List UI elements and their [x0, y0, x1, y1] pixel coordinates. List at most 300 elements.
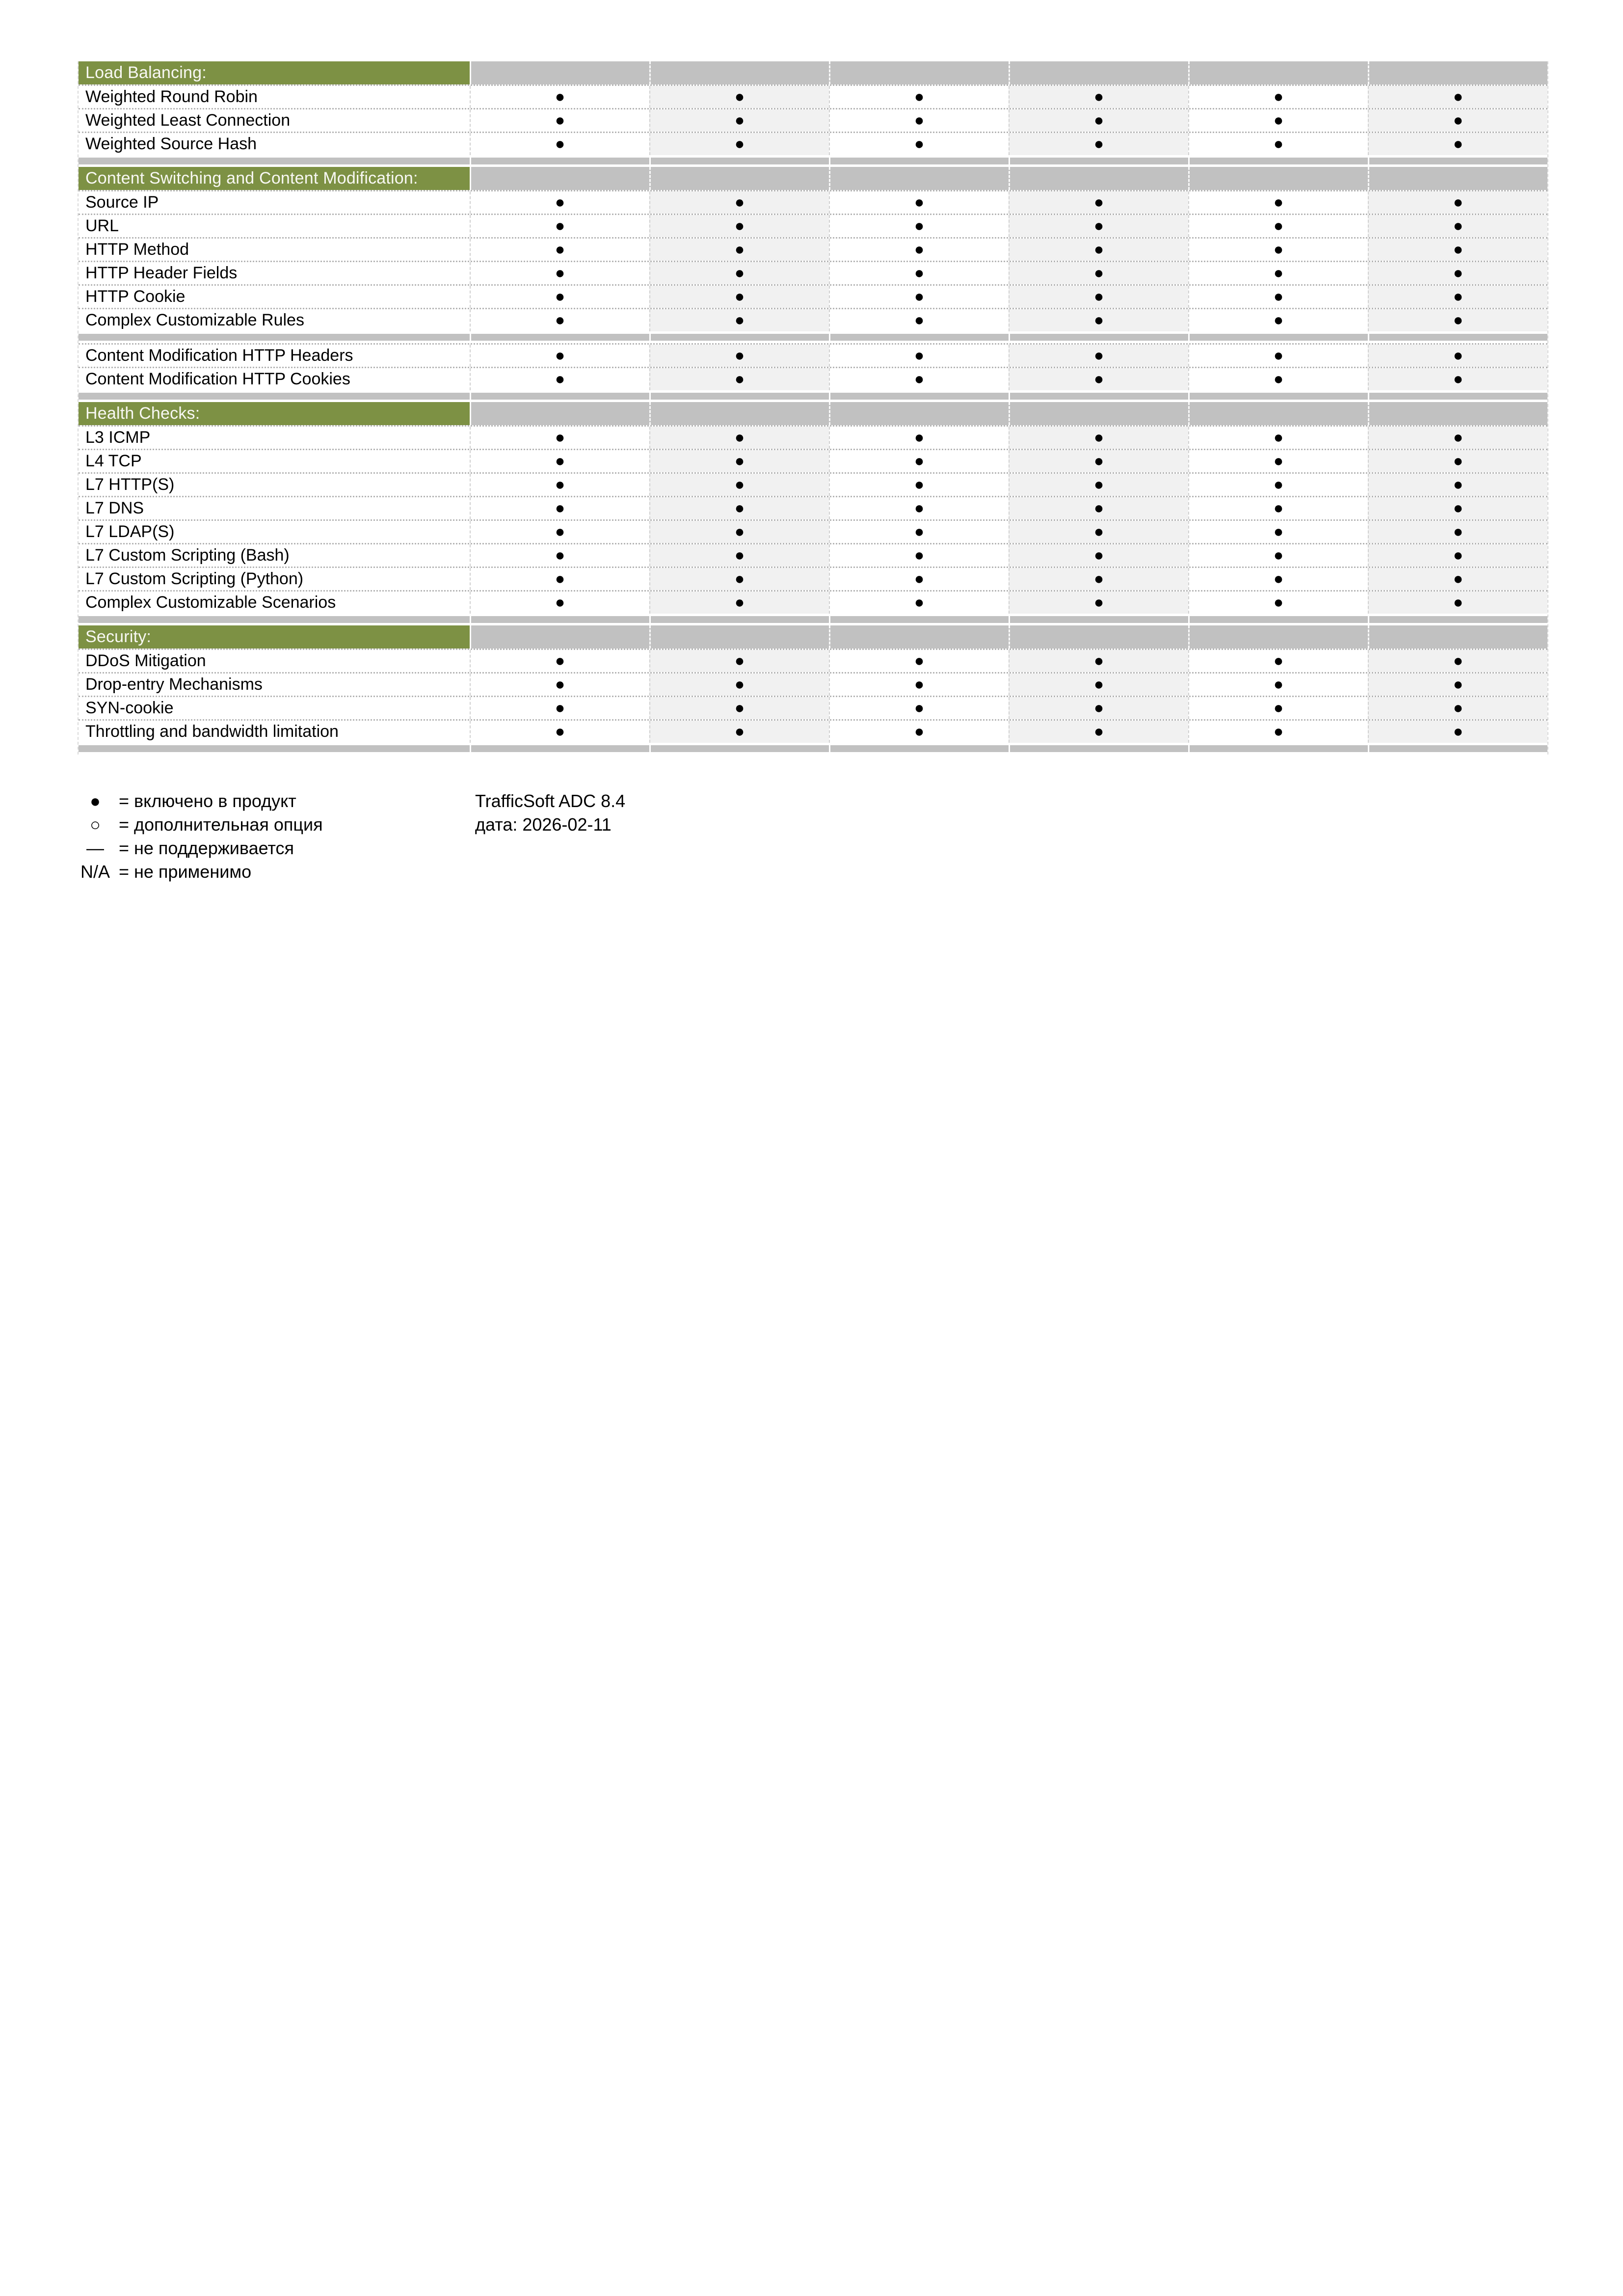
included-dot-icon: ●: [1093, 451, 1104, 470]
unsupported-dash-icon: —: [86, 838, 104, 858]
included-dot-icon: ●: [914, 475, 925, 494]
included-dot-icon: ●: [734, 593, 745, 612]
feature-value-cell: [1009, 239, 1188, 261]
feature-value-cell: [829, 592, 1009, 614]
included-dot-icon: ●: [1093, 722, 1104, 741]
included-dot-icon: ●: [734, 192, 745, 212]
included-dot-icon: ●: [1453, 675, 1463, 694]
included-dot-icon: ●: [1453, 522, 1463, 541]
table-row: [79, 567, 1547, 590]
feature-value-cell: [829, 674, 1009, 696]
header-band-cell: [1188, 402, 1368, 425]
included-dot-icon: ●: [1273, 722, 1284, 741]
feature-label: HTTP Header Fields: [79, 262, 470, 284]
included-dot-icon: ●: [914, 722, 925, 741]
included-dot-icon: ●: [914, 651, 925, 670]
included-dot-icon: ●: [1273, 240, 1284, 259]
feature-value-cell: [649, 286, 829, 308]
feature-label: DDoS Mitigation: [79, 650, 470, 672]
feature-label: L7 DNS: [79, 497, 470, 519]
feature-value-cell: [1009, 674, 1188, 696]
feature-label: L4 TCP: [79, 450, 470, 472]
included-dot-icon: ●: [555, 310, 565, 329]
feature-value-cell: [1368, 474, 1547, 496]
table-row: [79, 237, 1547, 261]
table-row: [79, 648, 1547, 672]
included-dot-icon: ●: [1273, 346, 1284, 365]
feature-value-cell: [1188, 697, 1368, 719]
feature-value-cell: [1009, 592, 1188, 614]
feature-value-cell: [1368, 650, 1547, 672]
feature-value-cell: [470, 450, 649, 472]
included-dot-icon: ●: [1453, 346, 1463, 365]
included-dot-icon: ●: [1093, 675, 1104, 694]
included-dot-icon: ●: [914, 498, 925, 517]
feature-value-cell: [1009, 474, 1188, 496]
feature-value-cell: [829, 345, 1009, 367]
feature-value-cell: [649, 86, 829, 108]
included-dot-icon: ●: [1093, 240, 1104, 259]
included-dot-icon: ●: [914, 346, 925, 365]
included-dot-icon: ●: [1453, 569, 1463, 588]
header-band-cell: [1009, 167, 1188, 190]
feature-label: Drop-entry Mechanisms: [79, 674, 470, 696]
feature-value-cell: [829, 474, 1009, 496]
feature-value-cell: [649, 262, 829, 284]
included-dot-icon: ●: [555, 475, 565, 494]
included-dot-icon: ●: [1453, 545, 1463, 565]
feature-label: URL: [79, 215, 470, 237]
feature-value-cell: [1368, 592, 1547, 614]
included-dot-icon: ●: [1273, 569, 1284, 588]
feature-value-cell: [470, 239, 649, 261]
header-band-cell: [829, 61, 1009, 84]
feature-value-cell: [649, 345, 829, 367]
included-dot-icon: ●: [1093, 545, 1104, 565]
included-dot-icon: ●: [734, 498, 745, 517]
feature-value-cell: [1368, 191, 1547, 214]
feature-value-cell: [470, 133, 649, 155]
header-band-cell: [649, 167, 829, 190]
included-dot-icon: ●: [555, 428, 565, 447]
feature-value-cell: [1188, 368, 1368, 390]
section-title: Security:: [79, 625, 470, 648]
feature-value-cell: [829, 262, 1009, 284]
feature-value-cell: [470, 497, 649, 519]
included-dot-icon: ●: [1093, 263, 1104, 282]
feature-value-cell: [1188, 191, 1368, 214]
included-dot-icon: ●: [1273, 593, 1284, 612]
feature-label: Throttling and bandwidth limitation: [79, 721, 470, 743]
feature-value-cell: [649, 544, 829, 567]
header-band-cell: [649, 402, 829, 425]
feature-value-cell: [470, 544, 649, 567]
feature-value-cell: [470, 521, 649, 543]
included-dot-icon: ●: [555, 263, 565, 282]
included-dot-icon: ●: [555, 451, 565, 470]
feature-value-cell: [829, 450, 1009, 472]
included-dot-icon: ●: [734, 675, 745, 694]
feature-value-cell: [829, 568, 1009, 590]
feature-value-cell: [829, 239, 1009, 261]
table-row: [79, 425, 1547, 449]
included-dot-icon: ●: [555, 216, 565, 235]
included-dot-icon: ●: [1273, 310, 1284, 329]
feature-value-cell: [829, 86, 1009, 108]
feature-value-cell: [649, 674, 829, 696]
section-header-security: [79, 625, 1547, 648]
included-dot-icon: ●: [1093, 475, 1104, 494]
included-dot-icon: ●: [1453, 216, 1463, 235]
feature-value-cell: [470, 262, 649, 284]
included-dot-icon: ●: [1093, 369, 1104, 388]
feature-value-cell: [1188, 345, 1368, 367]
included-dot-icon: ●: [1453, 722, 1463, 741]
included-dot-icon: ●: [914, 698, 925, 717]
feature-value-cell: [1188, 427, 1368, 449]
header-band-cell: [1188, 61, 1368, 84]
feature-value-cell: [649, 697, 829, 719]
included-dot-icon: ●: [914, 287, 925, 306]
included-dot-icon: ●: [555, 651, 565, 670]
optional-circle-icon: ○: [90, 814, 101, 835]
included-dot-icon: ●: [914, 216, 925, 235]
included-dot-icon: ●: [1453, 369, 1463, 388]
feature-value-cell: [1009, 86, 1188, 108]
feature-value-cell: [1188, 286, 1368, 308]
feature-label: L3 ICMP: [79, 427, 470, 449]
feature-value-cell: [1009, 133, 1188, 155]
included-dot-icon: ●: [1273, 498, 1284, 517]
feature-value-cell: [1009, 309, 1188, 331]
table-row: [79, 132, 1547, 155]
included-dot-icon: ●: [1453, 428, 1463, 447]
included-dot-icon: ●: [1273, 451, 1284, 470]
header-band-cell: [829, 625, 1009, 648]
header-band-cell: [470, 61, 649, 84]
feature-value-cell: [1188, 592, 1368, 614]
feature-value-cell: [649, 215, 829, 237]
included-dot-icon: ●: [734, 428, 745, 447]
legend-item-label: = дополнительная опция: [119, 814, 323, 835]
included-dot-icon: ●: [734, 722, 745, 741]
feature-value-cell: [829, 215, 1009, 237]
feature-value-cell: [1188, 497, 1368, 519]
table-row: [79, 84, 1547, 108]
feature-value-cell: [470, 215, 649, 237]
header-band-cell: [1009, 402, 1188, 425]
included-dot-icon: ●: [914, 545, 925, 565]
included-dot-icon: ●: [1093, 346, 1104, 365]
table-row: [79, 590, 1547, 614]
feature-value-cell: [649, 721, 829, 743]
table-row: [79, 367, 1547, 390]
header-band-cell: [1188, 625, 1368, 648]
included-dot-icon: ●: [734, 698, 745, 717]
legend-item-unsupported: [75, 837, 323, 860]
feature-value-cell: [470, 109, 649, 132]
feature-label: Weighted Least Connection: [79, 109, 470, 132]
feature-value-cell: [470, 650, 649, 672]
feature-value-cell: [649, 133, 829, 155]
feature-value-cell: [1188, 521, 1368, 543]
feature-value-cell: [1368, 368, 1547, 390]
feature-value-cell: [1009, 650, 1188, 672]
feature-value-cell: [1188, 474, 1368, 496]
included-dot-icon: ●: [734, 110, 745, 130]
included-dot-icon: ●: [1453, 498, 1463, 517]
feature-value-cell: [1188, 86, 1368, 108]
feature-value-cell: [1188, 133, 1368, 155]
included-dot-icon: ●: [555, 722, 565, 741]
feature-value-cell: [649, 427, 829, 449]
included-dot-icon: ●: [734, 346, 745, 365]
table-row: [79, 472, 1547, 496]
feature-value-cell: [1009, 521, 1188, 543]
feature-value-cell: [829, 721, 1009, 743]
included-dot-icon: ●: [1273, 369, 1284, 388]
included-dot-icon: ●: [1453, 593, 1463, 612]
included-dot-icon: ●: [1453, 651, 1463, 670]
feature-value-cell: [829, 309, 1009, 331]
included-dot-icon: ●: [1273, 545, 1284, 565]
included-dot-icon: ●: [914, 569, 925, 588]
table-row: [79, 719, 1547, 743]
na-symbol: N/A: [80, 862, 110, 882]
table-row: [79, 543, 1547, 567]
header-band-cell: [470, 402, 649, 425]
included-dot-icon: ●: [1453, 134, 1463, 153]
feature-value-cell: [1188, 721, 1368, 743]
feature-label: Complex Customizable Rules: [79, 309, 470, 331]
feature-value-cell: [829, 286, 1009, 308]
feature-value-cell: [1188, 450, 1368, 472]
feature-value-cell: [470, 674, 649, 696]
feature-value-cell: [829, 544, 1009, 567]
table-row: [79, 519, 1547, 543]
header-band-cell: [1368, 167, 1547, 190]
feature-value-cell: [1009, 191, 1188, 214]
included-dot-icon: ●: [555, 369, 565, 388]
legend-item-label: = не применимо: [119, 862, 252, 882]
feature-value-cell: [829, 427, 1009, 449]
included-dot-icon: ●: [734, 240, 745, 259]
feature-value-cell: [1368, 721, 1547, 743]
included-dot-icon: ●: [734, 369, 745, 388]
included-dot-icon: ●: [1093, 192, 1104, 212]
feature-label: HTTP Method: [79, 239, 470, 261]
feature-value-cell: [1009, 345, 1188, 367]
included-dot-icon: ●: [914, 240, 925, 259]
product-info: [475, 789, 625, 837]
feature-value-cell: [1009, 697, 1188, 719]
feature-value-cell: [470, 427, 649, 449]
feature-value-cell: [1368, 309, 1547, 331]
feature-value-cell: [1188, 650, 1368, 672]
section-title: Health Checks:: [79, 402, 470, 425]
feature-value-cell: [1188, 215, 1368, 237]
included-dot-icon: ●: [914, 593, 925, 612]
included-dot-icon: ●: [1273, 263, 1284, 282]
included-dot-icon: ●: [734, 545, 745, 565]
table-row: [79, 214, 1547, 237]
included-dot-icon: ●: [90, 791, 101, 811]
feature-value-cell: [649, 191, 829, 214]
header-band-cell: [1188, 167, 1368, 190]
included-dot-icon: ●: [555, 675, 565, 694]
product-date: дата: 2026-02-11: [475, 814, 612, 835]
included-dot-icon: ●: [1273, 192, 1284, 212]
feature-value-cell: [829, 133, 1009, 155]
included-dot-icon: ●: [555, 240, 565, 259]
feature-value-cell: [649, 309, 829, 331]
feature-value-cell: [1009, 450, 1188, 472]
feature-value-cell: [470, 86, 649, 108]
included-dot-icon: ●: [914, 87, 925, 106]
header-band-cell: [470, 167, 649, 190]
included-dot-icon: ●: [914, 192, 925, 212]
feature-value-cell: [649, 568, 829, 590]
feature-value-cell: [1009, 544, 1188, 567]
feature-value-cell: [1368, 544, 1547, 567]
feature-value-cell: [1009, 262, 1188, 284]
feature-value-cell: [470, 345, 649, 367]
feature-value-cell: [649, 239, 829, 261]
included-dot-icon: ●: [555, 346, 565, 365]
feature-label: Complex Customizable Scenarios: [79, 592, 470, 614]
included-dot-icon: ●: [1453, 287, 1463, 306]
section-separator: [79, 155, 1547, 167]
feature-value-cell: [1188, 674, 1368, 696]
included-dot-icon: ●: [1273, 134, 1284, 153]
feature-label: Content Modification HTTP Cookies: [79, 368, 470, 390]
table-row: [79, 496, 1547, 519]
included-dot-icon: ●: [555, 522, 565, 541]
included-dot-icon: ●: [1273, 675, 1284, 694]
included-dot-icon: ●: [1273, 428, 1284, 447]
section-separator: [79, 614, 1547, 625]
included-dot-icon: ●: [1273, 110, 1284, 130]
table-row: [79, 284, 1547, 308]
included-dot-icon: ●: [1093, 498, 1104, 517]
feature-value-cell: [470, 286, 649, 308]
header-band-cell: [470, 625, 649, 648]
table-row: [79, 261, 1547, 284]
feature-value-cell: [470, 368, 649, 390]
included-dot-icon: ●: [555, 287, 565, 306]
included-dot-icon: ●: [555, 569, 565, 588]
included-dot-icon: ●: [1453, 110, 1463, 130]
table-row: [79, 449, 1547, 472]
included-dot-icon: ●: [1453, 240, 1463, 259]
feature-label: HTTP Cookie: [79, 286, 470, 308]
section-header-health-checks: [79, 402, 1547, 425]
feature-value-cell: [1368, 133, 1547, 155]
feature-value-cell: [1368, 86, 1547, 108]
feature-value-cell: [1368, 450, 1547, 472]
feature-value-cell: [649, 650, 829, 672]
header-band-cell: [1009, 61, 1188, 84]
feature-value-cell: [1368, 239, 1547, 261]
included-dot-icon: ●: [914, 134, 925, 153]
table-row: [79, 108, 1547, 132]
included-dot-icon: ●: [1093, 134, 1104, 153]
included-dot-icon: ●: [555, 698, 565, 717]
included-dot-icon: ●: [734, 310, 745, 329]
feature-label: Weighted Source Hash: [79, 133, 470, 155]
feature-value-cell: [829, 109, 1009, 132]
feature-value-cell: [1368, 345, 1547, 367]
feature-value-cell: [1368, 262, 1547, 284]
feature-value-cell: [649, 592, 829, 614]
included-dot-icon: ●: [1093, 651, 1104, 670]
feature-value-cell: [1009, 568, 1188, 590]
feature-value-cell: [1009, 721, 1188, 743]
legend-item-optional: [75, 813, 323, 837]
section-title: Load Balancing:: [79, 61, 470, 84]
feature-value-cell: [1188, 262, 1368, 284]
legend-item-not-applicable: [75, 860, 323, 884]
feature-value-cell: [649, 474, 829, 496]
feature-table: [78, 61, 1548, 755]
feature-value-cell: [829, 497, 1009, 519]
included-dot-icon: ●: [1453, 87, 1463, 106]
feature-label: L7 LDAP(S): [79, 521, 470, 543]
feature-value-cell: [649, 109, 829, 132]
included-dot-icon: ●: [1093, 569, 1104, 588]
included-dot-icon: ●: [734, 216, 745, 235]
feature-value-cell: [1009, 286, 1188, 308]
header-band-cell: [1009, 625, 1188, 648]
table-row: [79, 672, 1547, 696]
feature-value-cell: [829, 368, 1009, 390]
included-dot-icon: ●: [1093, 87, 1104, 106]
feature-value-cell: [1368, 568, 1547, 590]
included-dot-icon: ●: [1273, 651, 1284, 670]
feature-label: L7 HTTP(S): [79, 474, 470, 496]
header-band-cell: [1368, 61, 1547, 84]
included-dot-icon: ●: [1273, 87, 1284, 106]
included-dot-icon: ●: [734, 569, 745, 588]
feature-value-cell: [1368, 697, 1547, 719]
included-dot-icon: ●: [1093, 593, 1104, 612]
header-band-cell: [649, 61, 829, 84]
included-dot-icon: ●: [1453, 475, 1463, 494]
feature-value-cell: [649, 368, 829, 390]
section-separator: [79, 390, 1547, 402]
included-dot-icon: ●: [1453, 698, 1463, 717]
included-dot-icon: ●: [914, 110, 925, 130]
included-dot-icon: ●: [1093, 698, 1104, 717]
included-dot-icon: ●: [555, 593, 565, 612]
included-dot-icon: ●: [734, 287, 745, 306]
included-dot-icon: ●: [1093, 216, 1104, 235]
included-dot-icon: ●: [1273, 475, 1284, 494]
feature-value-cell: [1188, 568, 1368, 590]
included-dot-icon: ●: [1093, 522, 1104, 541]
feature-label: L7 Custom Scripting (Bash): [79, 544, 470, 567]
feature-value-cell: [470, 568, 649, 590]
feature-value-cell: [470, 721, 649, 743]
included-dot-icon: ●: [734, 134, 745, 153]
feature-value-cell: [1009, 215, 1188, 237]
included-dot-icon: ●: [734, 87, 745, 106]
feature-value-cell: [829, 697, 1009, 719]
feature-value-cell: [649, 521, 829, 543]
included-dot-icon: ●: [734, 522, 745, 541]
feature-value-cell: [829, 521, 1009, 543]
product-name: TrafficSoft ADC 8.4: [475, 791, 626, 811]
